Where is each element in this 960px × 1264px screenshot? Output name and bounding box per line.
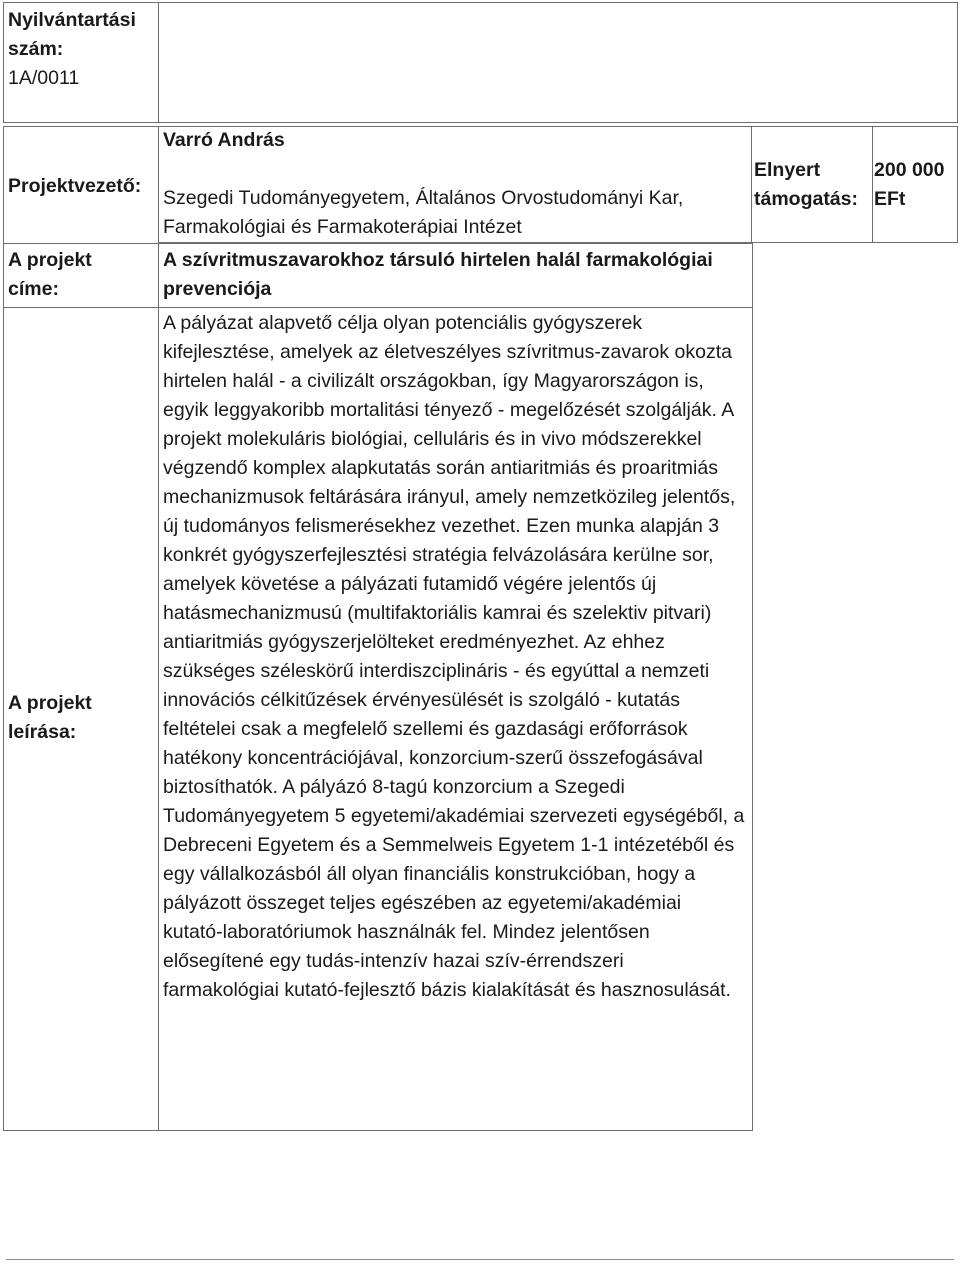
description-text: A pályázat alapvető célja olyan potenciális gyógyszerek kifejlesztése, amelyek az életveszélyes szívritmus-zavarok okozta hirtelen halál - a civilizált országokban, így Magyarországon is, egyik leggyakoribb mortalitási tényező - megelőzését szolgálják. A projekt molekuláris biológiai, celluláris és in vivo módszerekkel végzendő komplex alapkutatás során antiaritmiás és proaritmiás mechanizmusok feltárására irányul, amely nemzetközileg jelentős, új tudományos felismerésekhez vezethet. Ezen munka alapján 3 konkrét gyógyszerfejlesztési stratégia felvázolására kerülne sor, amelyek követése a pályázati futamidő végére jelentős új hatásmechanizmusú (multifaktoriális kamrai és szelektiv pitvari) antiaritmiás gyógyszerjelölteket eredményezhet. Az ehhez szükséges széleskörű interdiszciplináris - és egyúttal a nemzeti innovációs célkitűzések érvényesülését is szolgáló - kutatás feltételei csak a megfelelő szellemi és gazdasági erőforrások hatékony koncentrációjával, konzorcium-szerű összefogásával biztosíthatók. A pályázó 8-tagú konzorcium a Szegedi Tudományegyetem 5 egyetemi/akadémiai szervezeti egységéből, a Debreceni Egyetem és a Semmelweis Egyetem 1-1 intézetéből és egy vállalkozásból áll olyan financiális konstrukcióban, hogy a pályázott összeget teljes egészében az egyetemi/akadémiai kutató-laboratóriumok használnák fel. Mindez jelentősen elősegítené egy tudás-intenzív hazai szív-érrendszeri farmakológiai kutató-fejlesztő bázis kialakítását és hasznosulását. <box>163 312 745 1001</box>
description-label: A projekt leírása: <box>8 692 92 743</box>
registry-value: 1A/0011 <box>8 67 80 89</box>
project-leader-label: Projektvezető: <box>8 175 142 197</box>
title-value: A szívritmuszavarokhoz társuló hirtelen halál farmakológiai prevenciója <box>163 249 713 300</box>
title-label: A projekt címe: <box>8 249 92 300</box>
registry-label <box>8 6 158 93</box>
grant-value: 200 000 EFt <box>874 159 945 210</box>
grant-label: Elnyert támogatás: <box>754 159 859 210</box>
registry-label-text: Nyilvántartási szám: <box>8 9 136 60</box>
registry-empty-cell <box>158 2 958 123</box>
project-leader-institution: Szegedi Tudományegyetem, Általános Orvostudományi Kar, Farmakológiai és Farmakoterápiai Intézet <box>163 187 684 238</box>
page-divider <box>6 1259 954 1260</box>
project-leader-name: Varró András <box>163 129 285 151</box>
